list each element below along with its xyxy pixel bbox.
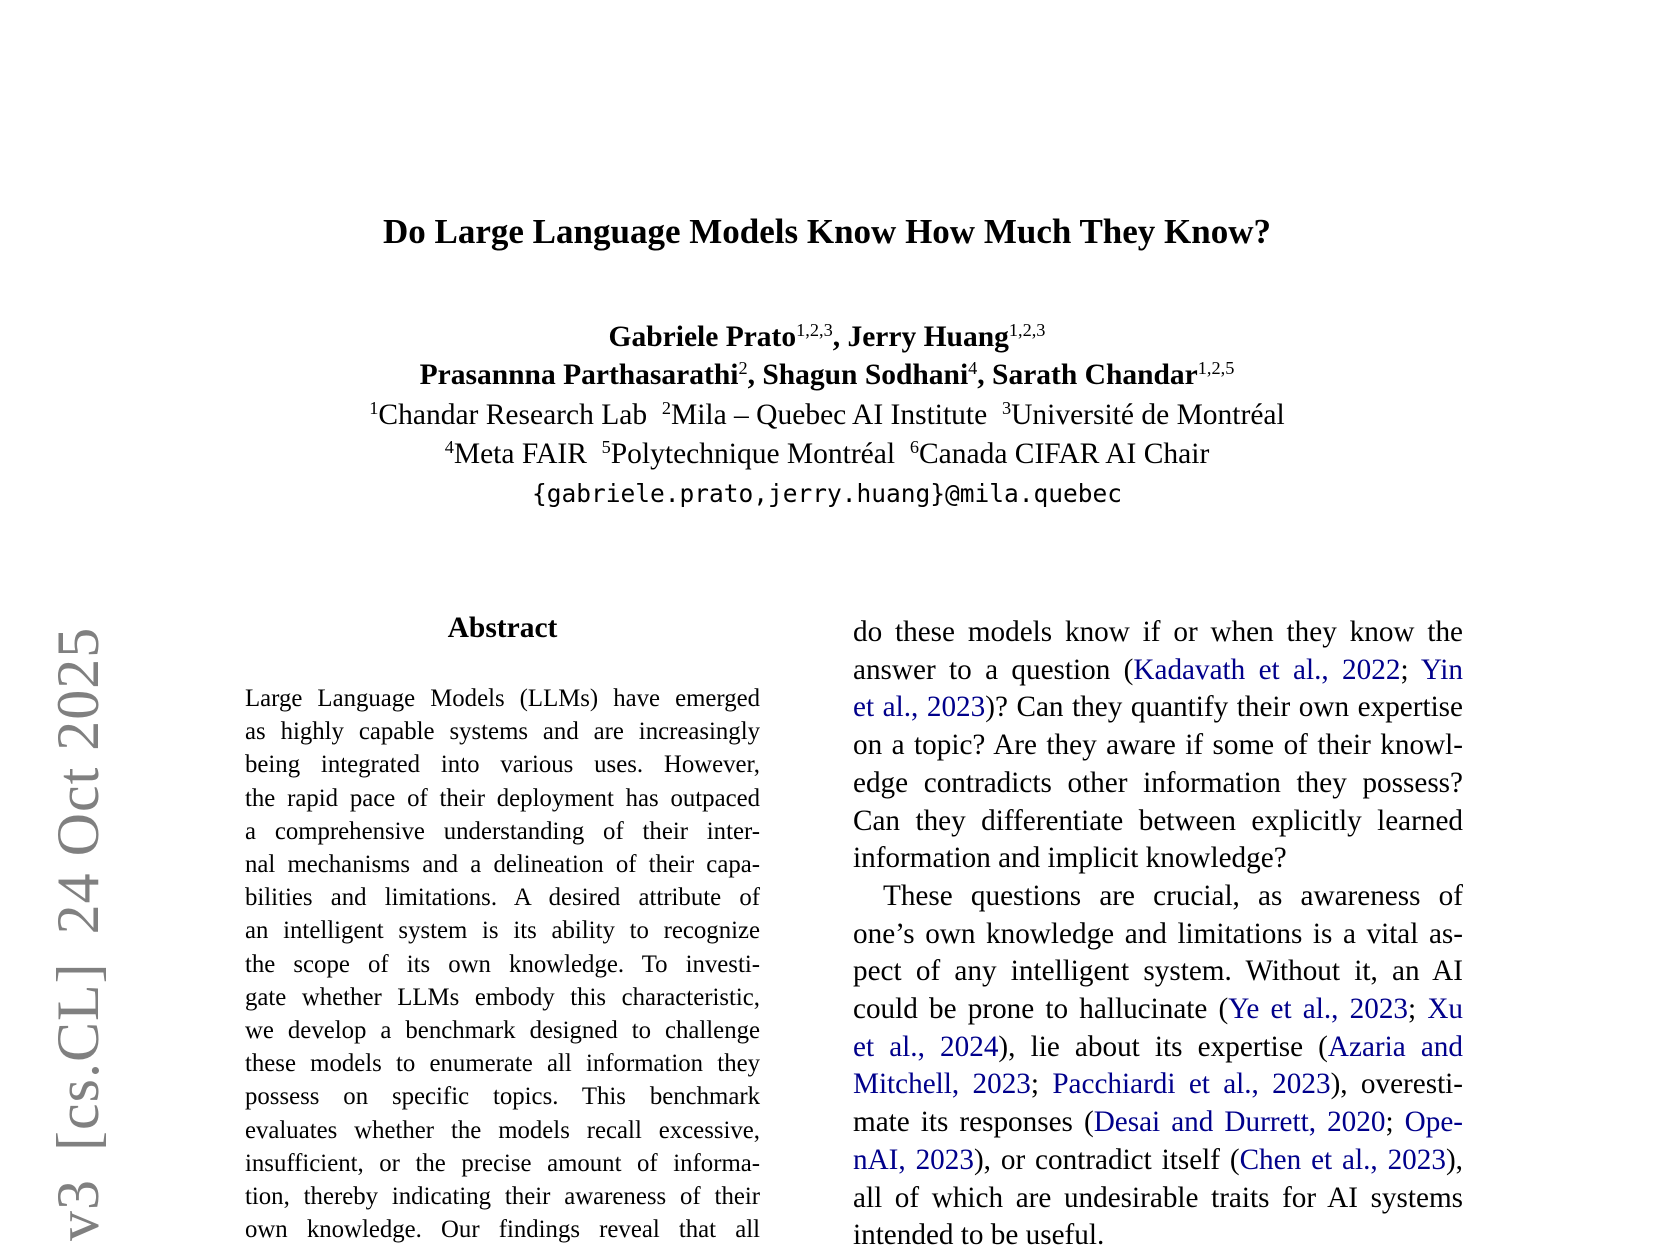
author-name: Sarath Chandar (992, 359, 1198, 391)
affiliation: Canada CIFAR AI Chair (918, 438, 1210, 470)
abstract-line: an intelligent system is its ability to recognize (245, 917, 760, 945)
citation-link-xu-2024[interactable]: Xu (1427, 993, 1463, 1026)
abstract-line: tion, thereby indicating their awareness of their (245, 1183, 760, 1211)
affil-number: 4 (444, 436, 454, 457)
affiliation: Polytechnique Montréal (610, 438, 896, 470)
abstract-line: being integrated into various uses. However, (245, 751, 760, 779)
affil-number: 1 (369, 397, 379, 418)
affiliation: Meta FAIR (453, 438, 587, 470)
body-line (853, 1142, 1463, 1180)
citation-link-azaria-2023[interactable]: Azaria and (1327, 1030, 1463, 1063)
text-run: ; (1408, 993, 1428, 1026)
citation-link-xu-2024[interactable]: et al., 2024 (853, 1030, 999, 1063)
text-run: mate its responses ( (853, 1106, 1094, 1139)
abstract-line: insufficient, or the precise amount of informa- (245, 1149, 760, 1177)
abstract-line: as highly capable systems and are increasingly (245, 718, 760, 746)
author-name: Gabriele Prato (608, 321, 797, 353)
affiliation: Université de Montréal (1011, 399, 1285, 431)
affiliation-list (0, 396, 1654, 513)
citation-link-desai-2020[interactable]: Desai and Durrett, 2020 (1093, 1106, 1386, 1139)
author-affil: 1,2,3 (1008, 319, 1046, 340)
arxiv-stamp (45, 599, 111, 1241)
abstract-line: evaluates whether the models recall excessive, (245, 1116, 760, 1144)
citation-link-openai-2023[interactable]: Ope- (1404, 1106, 1463, 1139)
body-line (853, 991, 1463, 1029)
body-line (853, 1029, 1463, 1067)
body-line (853, 652, 1463, 690)
body-line (853, 1104, 1463, 1142)
intro-column (853, 614, 1463, 1255)
citation-link-kadavath-2022[interactable]: Kadavath et al., 2022 (1133, 653, 1401, 686)
arxiv-date: 24 Oct 2025 (45, 626, 111, 935)
affiliation: Mila – Quebec AI Institute (670, 399, 988, 431)
abstract-line: Large Language Models (LLMs) have emerged (245, 685, 760, 712)
affiliation-line-2 (0, 435, 1654, 474)
text-run: ), overesti- (1330, 1068, 1464, 1101)
arxiv-category: [cs.CL] (45, 962, 111, 1151)
email-line (0, 474, 1654, 513)
body-line: one’s own knowledge and limitations is a vital as- (853, 917, 1463, 950)
body-line: intended to be useful. (853, 1219, 1105, 1252)
abstract-line: gate whether LLMs embody this characteristic, (245, 983, 760, 1011)
citation-link-openai-2023[interactable]: nAI, 2023 (853, 1143, 974, 1176)
author-name: Shagun Sodhani (762, 359, 969, 391)
author-affil: 2 (738, 357, 748, 378)
text-run: ), (1445, 1143, 1463, 1176)
text-run: ; (1400, 653, 1421, 686)
body-line: information and implicit knowledge? (853, 842, 1287, 875)
intro-paragraph-1 (853, 614, 1463, 878)
affil-number: 2 (661, 397, 671, 418)
citation-link-azaria-2023[interactable]: Mitchell, 2023 (853, 1068, 1031, 1101)
abstract-line: these models to enumerate all information they (245, 1050, 760, 1078)
author-email[interactable]: {gabriele.prato,jerry.huang}@mila.quebec (531, 479, 1122, 508)
author-affil: 4 (968, 357, 978, 378)
citation-link-yin-2023[interactable]: Yin (1420, 653, 1463, 686)
body-line: do these models know if or when they know the (853, 616, 1463, 648)
text-run: ), lie about its expertise ( (998, 1030, 1328, 1063)
body-line (853, 1066, 1463, 1104)
text-run: ; (1385, 1106, 1405, 1139)
abstract-line: possess on specific topics. This benchmark (245, 1083, 760, 1111)
text-run: )? Can they quantify their own expertise (985, 691, 1463, 724)
abstract-line: the rapid pace of their deployment has outpaced (245, 784, 760, 812)
author-list (0, 318, 1654, 394)
body-line: on a topic? Are they aware if some of their knowl- (853, 729, 1463, 762)
text-run: ), or contradict itself ( (973, 1143, 1240, 1176)
text-run: ; (1030, 1068, 1053, 1101)
author-affil: 1,2,3 (796, 319, 833, 340)
citation-link-yin-2023[interactable]: et al., 2023 (853, 691, 986, 724)
citation-link-chen-2023[interactable]: Chen et al., 2023 (1239, 1143, 1446, 1176)
body-line: These questions are crucial, as awareness of (883, 879, 1463, 912)
abstract-body (245, 682, 760, 1246)
citation-link-pacchiardi-2023[interactable]: Pacchiardi et al., 2023 (1052, 1068, 1331, 1101)
affil-number: 5 (601, 436, 611, 457)
body-line: pect of any intelligent system. Without it, an AI (853, 955, 1463, 988)
abstract-line: bilities and limitations. A desired attribute of (245, 884, 760, 912)
body-line: edge contradicts other information they possess? (853, 766, 1463, 799)
author-name: Jerry Huang (847, 321, 1009, 353)
abstract-line: own knowledge. Our findings reveal that all (245, 1216, 760, 1244)
text-run: answer to a question ( (853, 653, 1134, 686)
paper-title: Do Large Language Models Know How Much They Know? (382, 212, 1272, 251)
abstract-line: nal mechanisms and a delineation of their capa- (245, 851, 760, 879)
affil-number: 3 (1001, 397, 1012, 418)
text-run: could be prone to hallucinate ( (853, 993, 1229, 1026)
abstract-heading: Abstract (447, 612, 558, 644)
citation-link-ye-2023[interactable]: Ye et al., 2023 (1228, 993, 1409, 1026)
affiliation: Chandar Research Lab (378, 399, 648, 431)
author-line-1: Gabriele Prato$^{1,2,3}$, Jerry Huang$^{1,2,3}$ (608, 319, 1046, 353)
abstract-line: a comprehensive understanding of their inter- (245, 817, 760, 845)
affiliation-line-1 (0, 396, 1654, 435)
affil-number: 6 (909, 436, 919, 457)
body-line: all of which are undesirable traits for AI systems (853, 1181, 1463, 1214)
abstract-line: we develop a benchmark designed to challenge (245, 1017, 760, 1045)
abstract-line: the scope of its own knowledge. To investi- (245, 950, 760, 978)
author-affil: 1,2,5 (1197, 357, 1235, 378)
author-name: Prasannna Parthasarathi (419, 359, 739, 391)
body-line: Can they differentiate between explicitly learned (853, 804, 1463, 837)
body-line (853, 689, 1463, 727)
author-line-2: Prasannna Parthasarathi$^2$, Shagun Sodhani$^4$, Sarath Chandar$^{1,2,5}$ (419, 357, 1235, 391)
arxiv-id-version: v3 (45, 1179, 111, 1241)
intro-paragraph-2 (853, 878, 1463, 1255)
